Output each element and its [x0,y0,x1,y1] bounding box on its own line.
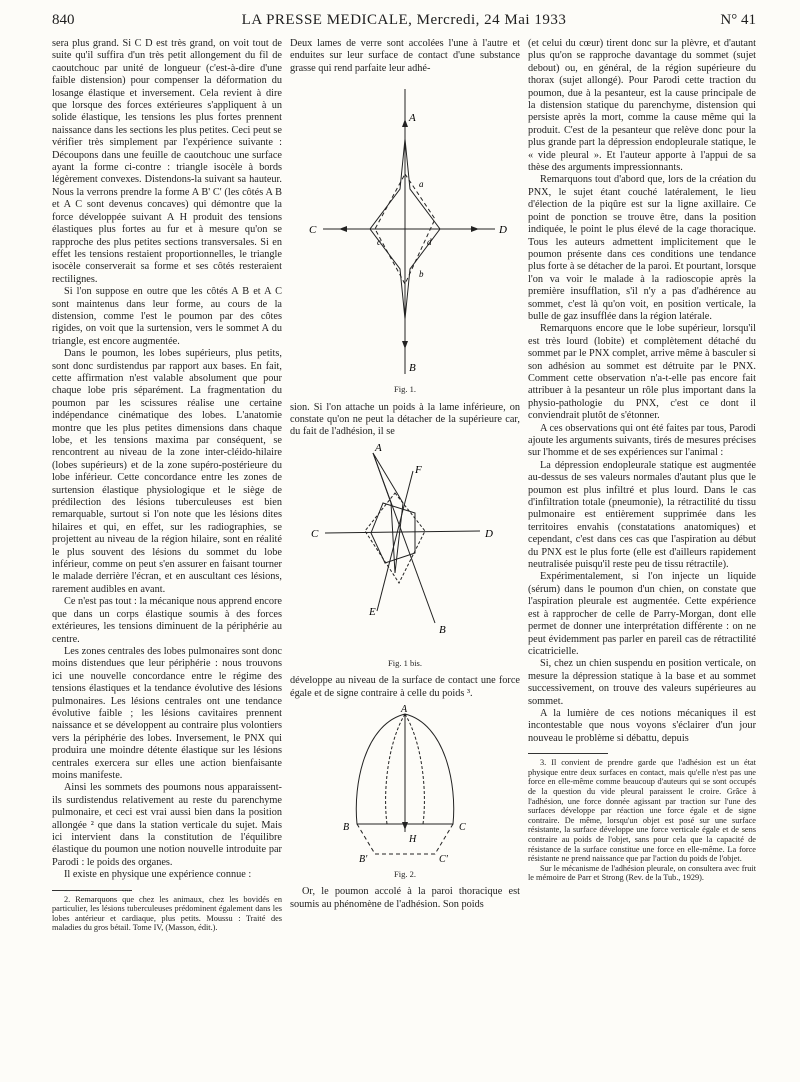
paragraph: A la lumière de ces notions mécaniques il est incontestable que nous voyons s'éclairer d'un jour nouveau le problème si débattu, depuis [528,707,756,744]
issue-number: N° 41 [720,12,756,28]
fig1bis-label-C: C [311,527,319,540]
journal-title: LA PRESSE MEDICALE, Mercredi, 24 Mai 1933 [241,12,567,28]
paragraph: Remarquons tout d'abord que, lors de la création du PNX, le sujet étant couché latéralement, le lieu d'élection de la piqûre est sur la ligne axillaire. Ce point de ponction se trouve être, dans la position indiquée, le point le plus élevé de la cage thoracique. Tous les auteurs admettent implicitement que le poumon présente dans ces conditions une tendance plus forte à se détacher de la paroi. Et pourtant, lorsque l'on va voir le malade à la radioscopie après la première insufflation, s'il n'y a pas d'adhérence au sommet, c'est là qu'on voit, en position verticale, la bulle de gaz insufflée dans la région latérale. [528,174,756,322]
fig1-label-A: A [409,112,416,125]
fig1bis-label-A: A [375,442,382,454]
fig1-label-D: D [499,224,507,237]
fig1-label-d: d [427,237,432,248]
fig1-label-C: C [309,224,317,237]
figure-2-caption: Fig. 2. [394,869,416,880]
paragraph: Or, le poumon accolé à la paroi thoracique est soumis au phénomène de l'adhésion. Son poids [290,886,520,910]
paragraph: Si l'on suppose en outre que les côtés A B et A C sont maintenus dans leur forme, au cours de la distension, comme l'est le poumon par des côtes rigides, on voit que la surtension, vers le sommet A du triangle, est encore augmentée. [52,286,282,347]
paragraph: Expérimentalement, si l'on injecte un liquide (sérum) dans le poumon d'un chien, on constate que l'aspiration pleurale est augmentée. Cette expérience est à rapprocher de celle de Parry-Morgan, dont elle permet de donner une interprétation différente : on ne peut évidemment pas parler en pareil cas de rétractilité cicatricielle. [528,571,756,657]
fig2-label-B: B [343,822,350,834]
fig1bis-label-F: F [415,463,422,476]
fig1-label-B: B [409,362,416,375]
page-number: 840 [52,12,75,28]
fig1bis-label-B: B [439,623,446,636]
fig1-label-c: c [377,237,381,248]
paragraph: sion. Si l'on attache un poids à la lame inférieure, on constate qu'on ne peut la détacher de la supérieure car, du fait de l'adhésion, il se [290,401,520,438]
paragraph: Deux lames de verre sont accolées l'une à l'autre et enduites sur leur surface de contact d'une substance grasse qui rend parfaite leur adhé- [290,38,520,74]
paragraph: Il existe en physique une expérience connue : [64,869,252,881]
paragraph: Les zones centrales des lobes pulmonaires sont donc moins distendues que leur périphérie : nous trouvons ici une nouvelle concordance entre le régime des tensions élastiques et la tendance évolutive des lésions pulmonaires. Les lésions centrales ont une tendance évolutive faible ; les lésions cavitaires prennent naissance et se développent au contraire plus volontiers vers la périphérie des lobes. Inversement, le PNX qui produira une moindre détente élastique sur les lésions centrales exercera sur elles une action bienfaisante moins manifeste. [52,645,282,781]
column-3 [528,38,756,1078]
footnote-rule [52,890,132,891]
paragraph: sera plus grand. Si C D est très grand, on voit tout de suite qu'il suffira d'un très petit allongement du fil de caoutchouc par unité de longueur (c'est-à-dire d'une faible distension) pour compenser la déformation du losange élastique et inversement. Cela revient à dire que lorsque des forces extérieures s'appliquent à un solide élastique, les tensions les plus fortes prennent naissance dans les sections les plus petites. Ceci peut se vérifier très simplement par l'expérience suivante : Découpons dans une feuille de caoutchouc une surface ayant la forme ci-contre : triangle isocèle à bords légèrement convexes. Distendons-la suivant sa hauteur. Nous la verrons prendre la forme A B' C' (les côtés A B et A C sont devenus concaves) qui démontre que la force développée suivant A H produit des tensions élastiques plus fortes au fur et à mesure qu'on se rapproche des plus petites sections transversales. Si en effet les tensions restaient proportionnelles, le triangle isocèle conserverait sa forme et ses côtés resteraient rectilignes. [52,38,282,285]
fig2-label-Cprime: C' [439,854,448,865]
column-2 [290,38,520,1078]
figure-1-diagram [295,79,515,379]
paragraph: développe au niveau de la surface de contact une force égale et de signe contraire à celle du poids ³. [290,675,520,699]
paragraph: Ce n'est pas tout : la mécanique nous apprend encore que dans un corps élastique soumis à des forces extérieures, les tensions diminuent de la périphérie au centre. [52,596,282,645]
fig2-label-H: H [409,834,417,846]
paragraph: A ces observations qui ont été faites par tous, Parodi ajoute les arguments suivants, tirés de mesures précises sur l'homme et de ses expériences sur l'animal : [528,422,756,459]
paragraph: La dépression endopleurale statique est augmentée au-dessus de ses valeurs normales d'autant plus que le poumon est plus infiltré et plus lourd. Dans le cas d'infiltration totale (pneumonie), la rétractilité du tissu pulmonaire est entièrement supprimée dans les territoires envahis (constatations anatomiques) et cependant, c'est dans ces cas que l'aspiration au début du PNX est le plus forte (elle est d'ailleurs rapidement neutralisée puisqu'il reste peu de tissu rétractile). [528,459,756,571]
fig2-label-Bprime: B' [359,854,368,865]
paragraph: Si, chez un chien suspendu en position verticale, on mesure la dépression statique à la base et au sommet successivement, on trouve des valeurs supérieures au sommet. [528,658,756,707]
figure-1-bis [295,443,515,653]
fig1bis-label-E: E [369,605,376,618]
fig1-label-a: a [419,179,424,190]
column-1 [52,38,282,1078]
footnote: Sur le mécanisme de l'adhésion pleurale, on consultera avec fruit le mémoire de Parr et Strong (Rev. de la Tub., 1929). [528,863,756,883]
fig1-label-b: b [419,269,424,280]
figure-2 [295,704,515,864]
paragraph: (et celui du cœur) tirent donc sur la plèvre, et d'autant plus qu'on se rapproche davantage du sommet (sujet debout) ou, en général, de la région supérieure du thorax (sujet allongé). Pour Parodi cette traction du poumon, due à la pesanteur, est la cause principale de la distension statique du parenchyme, distension qui persiste après la mort, comme la cause même qui la produit. C'est de la pesanteur que relève donc pour la plus grande part la dépression endopleurale statique, le « vide pleural ». Et l'auteur apporte à l'appui de sa thèse des arguments impressionnants. [528,38,756,174]
fig1bis-label-D: D [485,527,493,540]
footnote-rule [528,753,608,754]
paragraph: Remarquons encore que le lobe supérieur, lorsqu'il est très lourd (lobite) et complètement détaché du sommet par le PNX complet, arrive même à basculer si son adhésion au sommet est détruite par le PNX. Comment cette observation n'a-t-elle pas encore fait attribuer à la pesanteur un rôle plus important dans la physio-pathologie du PNX, c'est ce dont il conviendrait plutôt de s'étonner. [528,323,756,422]
figure-1-caption: Fig. 1. [394,384,416,395]
figure-2-diagram [295,704,515,864]
figure-1-bis-diagram [295,443,515,653]
footnote: 3. Il convient de prendre garde que l'adhésion est un état physique entre deux surfaces en contact, mais qu'elle n'est pas une force en elle-même comme beaucoup d'auteurs qui se sont occupés de la question du vide pleural paraissent le croire. Grâce à l'adhésion, une force donnée agissant par traction sur l'une des surfaces développe par réaction une force égale et de signe contraire. De même, lorsqu'un objet est posé sur une surface résistante, la surface développe une force verticale égale et de sens contraire au poids de l'objet, sans pour cela que la capacité de résistance de la surface constitue une force en elle-même. La force résistante ne prend naissance que par l'action du poids de l'objet. [528,758,756,864]
figure-1-bis-caption: Fig. 1 bis. [387,657,422,668]
footnote: 2. Remarquons que chez les animaux, chez les bovidés en particulier, les lésions tuberculeuses prédominent également dans les lobes antérieur et cardiaque, plus petits. Moussu : Traité des maladies du gros bétail. Tome IV, (Masson, édit.). [52,894,282,933]
paragraph: Ainsi les sommets des poumons nous apparaissent-ils surdistendus relativement au reste du parenchyme pulmonaire, et ceci est vrai aussi bien dans la position allongée ² que dans la station verticale du sujet. Mais ici intervient dans la constitution de l'équilibre élastique du poumon une notion nouvelle introduite par Parodi : le poids des organes. [52,782,282,868]
fig2-label-C: C [459,822,466,834]
paragraph: Dans le poumon, les lobes supérieurs, plus petits, sont donc surdistendus par rapport aux bases. En fait, cette affirmation n'est valable absolument que pour chaque lobe pris séparément. La fragmentation du poumon par les scissures réalise une certaine indépendance cinématique des lobes. L'anatomie montre que les plus petites dimensions dans chaque lobe, et les tensions maxima par conséquent, se rencontrent au niveau de la zone inter-cléido-hilaire (lobes supérieurs) et de la zone supéro-postérieure du lobe inférieur. Cette concordance entre les zones de surtension élastique physiologique et le siège de prédilection des lésions tuberculeuses est bien remarquable, surtout si l'on note que les lésions dites hilaires et qui, en effet, sur les radiographies, se projettent au niveau de la région hilaire, sont en réalité le plus souvent des lésions du sommet du lobe inférieur, comme on peut s'en assurer en faisant tourner le malade derrière l'écran, et en auscultant ces lésions, rarement audibles en avant. [52,348,282,595]
page-header [52,12,756,32]
figure-1 [295,79,515,379]
fig2-label-A: A [401,704,408,716]
